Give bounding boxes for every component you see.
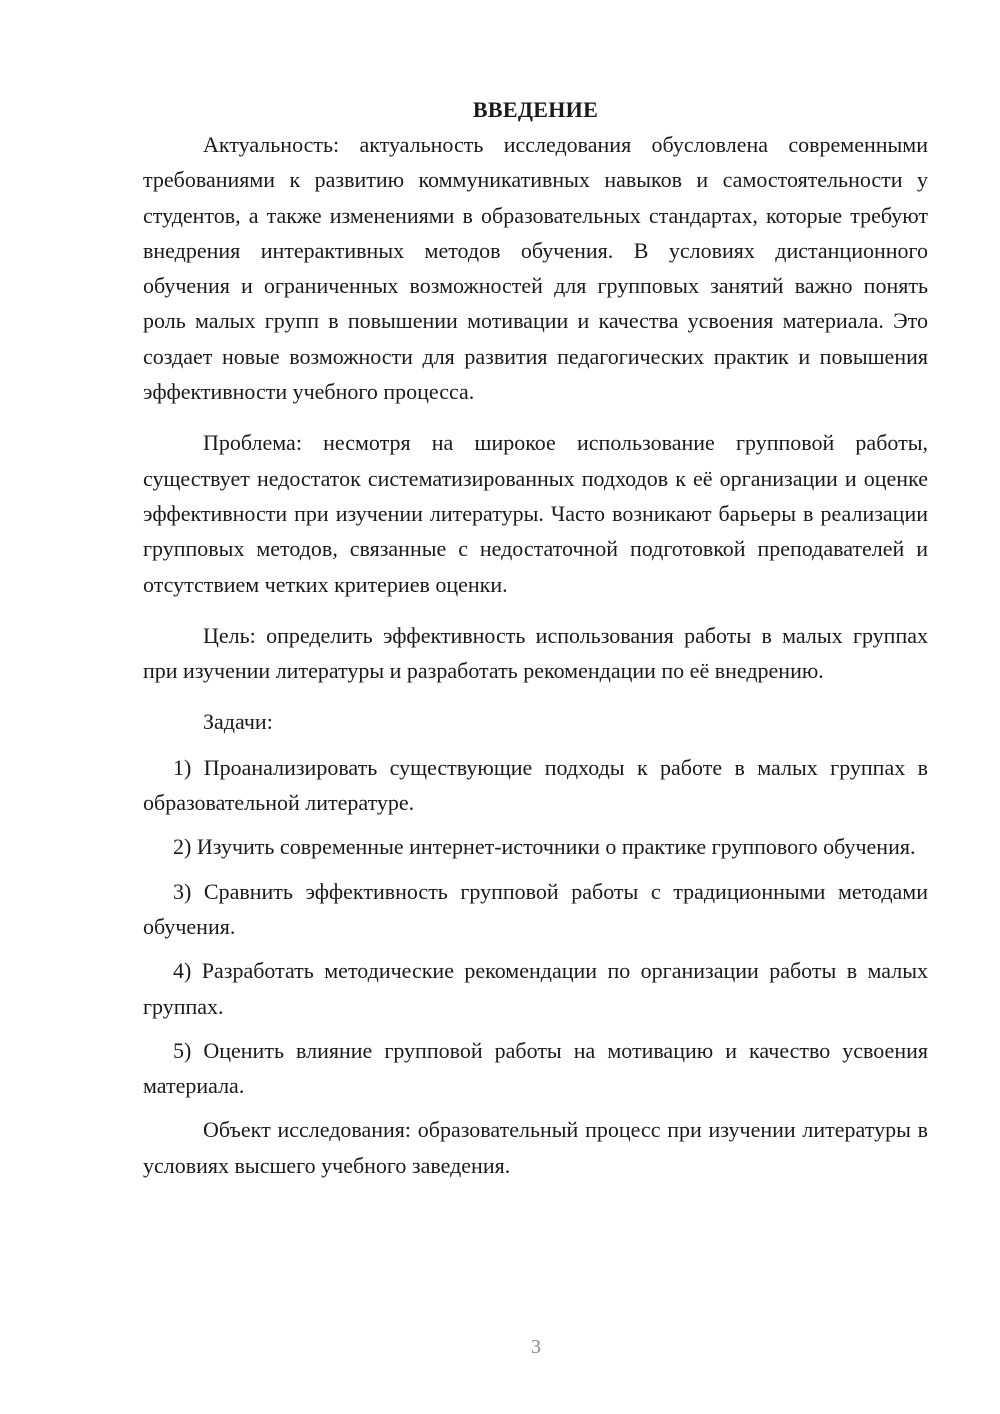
list-item: 2) Изучить современные интернет-источники о практике группового обучения. (173, 834, 916, 860)
relevance-paragraph: Актуальность: актуальность исследования обусловлена современными требованиями к развитию коммуникативных навыков и самостоятельности у студентов, а также изменениями в образовательных стандартах, которые требуют внедрения интерактивных методов обучения. В условиях дистанционного обучения и ограниченных возможностей для групповых занятий важно понять роль малых групп в повышении мотивации и качества усвоения материала. Это создает новые возможности для развития педагогических практик и повышения эффективности учебного процесса. (143, 132, 928, 405)
list-item: 3) Сравнить эффективность групповой работы с традиционными методами обучения. (143, 878, 928, 939)
tasks-list (143, 750, 928, 1104)
list-item: 4) Разработать методические рекомендации по организации работы в малых группах. (143, 958, 928, 1019)
problem-paragraph: Проблема: несмотря на широкое использование групповой работы, существует недостаток систематизированных подходов к её организации и оценке эффективности при изучении литературы. Часто возникают барьеры в реализации групповых методов, связанные с недостаточной подготовкой преподавателей и отсутствием четких критериев оценки. (143, 430, 928, 597)
document-page (143, 92, 928, 1183)
list-item: 1) Проанализировать существующие подходы к работе в малых группах в образовательной литературе. (143, 754, 928, 816)
page-number: 3 (531, 1336, 541, 1358)
tasks-heading: Задачи: (203, 709, 273, 735)
object-paragraph: Объект исследования: образовательный процесс при изучении литературы в условиях высшего учебного заведения. (143, 1117, 928, 1178)
section-title: ВВЕДЕНИЕ (472, 97, 599, 122)
list-item: 5) Оценить влияние групповой работы на мотивацию и качество усвоения материала. (143, 1037, 928, 1099)
goal-paragraph: Цель: определить эффективность использования работы в малых группах при изучении литературы и разработать рекомендации по её внедрению. (143, 622, 928, 684)
